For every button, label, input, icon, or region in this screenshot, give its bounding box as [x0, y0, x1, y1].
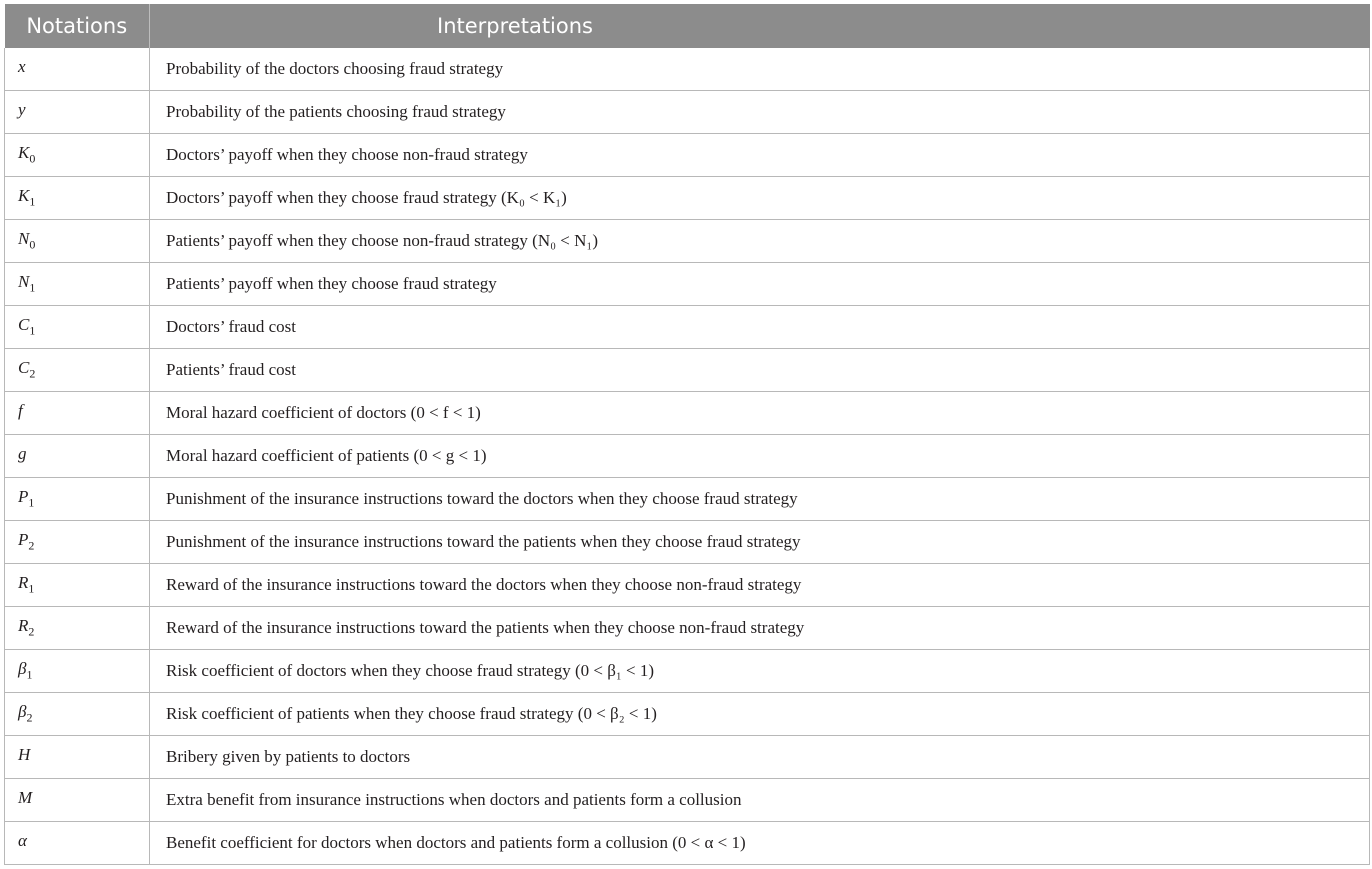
table-row: [5, 177, 1370, 220]
notation-symbol: C: [18, 315, 30, 335]
interpretation-cell: Bribery given by patients to doctors: [150, 736, 1370, 779]
table-header-row: [5, 4, 1370, 48]
notation-cell: [5, 306, 150, 349]
notation-subscript: 1: [29, 323, 36, 338]
notation-subscript: 2: [28, 624, 35, 639]
table-row: [5, 435, 1370, 478]
notation-cell: [5, 478, 150, 521]
interpretation-cell: Moral hazard coefficient of doctors (0 < f < 1): [150, 392, 1370, 435]
notation-symbol: P: [18, 530, 29, 550]
notation-symbol: α: [18, 831, 27, 851]
notation-cell: [5, 521, 150, 564]
column-header-notations: Notations: [5, 4, 150, 48]
notation-symbol: x: [18, 57, 26, 77]
notation-subscript: 0: [29, 151, 36, 166]
interpretation-cell: Reward of the insurance instructions toward the patients when they choose non-fraud strategy: [150, 607, 1370, 650]
notation-subscript: 2: [26, 710, 33, 725]
notation-symbol: M: [18, 788, 33, 808]
notation-cell: [5, 177, 150, 220]
notation-cell: [5, 392, 150, 435]
notation-symbol: H: [18, 745, 31, 765]
table-row: [5, 822, 1370, 865]
notation-symbol: f: [18, 401, 23, 421]
table-row: [5, 607, 1370, 650]
notation-symbol: β: [18, 659, 27, 679]
interpretation-cell: Benefit coefficient for doctors when doctors and patients form a collusion (0 < α < 1): [150, 822, 1370, 865]
notation-cell: [5, 779, 150, 822]
table-row: [5, 392, 1370, 435]
notation-subscript: 1: [29, 280, 36, 295]
interpretation-cell: Probability of the doctors choosing fraud strategy: [150, 48, 1370, 91]
table-row: [5, 349, 1370, 392]
interpretation-cell: Punishment of the insurance instructions toward the patients when they choose fraud strategy: [150, 521, 1370, 564]
notation-subscript: 0: [29, 237, 36, 252]
notation-subscript: 2: [29, 366, 36, 381]
table-row: [5, 220, 1370, 263]
interpretation-cell: Punishment of the insurance instructions toward the doctors when they choose fraud strategy: [150, 478, 1370, 521]
notation-cell: [5, 693, 150, 736]
interpretation-cell: Patients’ fraud cost: [150, 349, 1370, 392]
notation-symbol: y: [18, 100, 26, 120]
notation-cell: [5, 564, 150, 607]
table-row: [5, 693, 1370, 736]
notation-subscript: 1: [29, 194, 36, 209]
notation-symbol: K: [18, 143, 30, 163]
notation-table-container: [4, 4, 1369, 865]
interpretation-cell: Risk coefficient of doctors when they choose fraud strategy (0 < β₁ < 1): [150, 650, 1370, 693]
notation-symbol: P: [18, 487, 29, 507]
notation-cell: [5, 220, 150, 263]
notation-symbol: C: [18, 358, 30, 378]
notation-cell: [5, 607, 150, 650]
notation-cell: [5, 134, 150, 177]
table-row: [5, 263, 1370, 306]
table-row: [5, 779, 1370, 822]
interpretation-cell: Doctors’ fraud cost: [150, 306, 1370, 349]
table-row: [5, 478, 1370, 521]
notation-symbol: β: [18, 702, 27, 722]
notation-cell: [5, 736, 150, 779]
table-row: [5, 650, 1370, 693]
notation-cell: [5, 48, 150, 91]
notation-subscript: 2: [28, 538, 35, 553]
notation-subscript: 1: [28, 581, 35, 596]
interpretation-cell: Patients’ payoff when they choose fraud strategy: [150, 263, 1370, 306]
interpretation-cell: Reward of the insurance instructions toward the doctors when they choose non-fraud strategy: [150, 564, 1370, 607]
notation-table: [4, 4, 1370, 865]
interpretation-cell: Doctors’ payoff when they choose fraud strategy (K₀ < K₁): [150, 177, 1370, 220]
notation-cell: [5, 349, 150, 392]
interpretation-cell: Moral hazard coefficient of patients (0 < g < 1): [150, 435, 1370, 478]
interpretation-cell: Probability of the patients choosing fraud strategy: [150, 91, 1370, 134]
notation-subscript: 1: [28, 495, 35, 510]
notation-subscript: 1: [26, 667, 33, 682]
notation-cell: [5, 91, 150, 134]
column-header-interpretations: Interpretations: [150, 4, 1370, 48]
notation-symbol: R: [18, 573, 29, 593]
interpretation-cell: Extra benefit from insurance instructions when doctors and patients form a collusion: [150, 779, 1370, 822]
notation-cell: [5, 822, 150, 865]
interpretation-cell: Risk coefficient of patients when they choose fraud strategy (0 < β₂ < 1): [150, 693, 1370, 736]
notation-symbol: N: [18, 229, 30, 249]
table-row: [5, 91, 1370, 134]
table-row: [5, 48, 1370, 91]
table-row: [5, 564, 1370, 607]
notation-cell: [5, 263, 150, 306]
table-row: [5, 306, 1370, 349]
interpretation-cell: Patients’ payoff when they choose non-fraud strategy (N₀ < N₁): [150, 220, 1370, 263]
notation-cell: [5, 650, 150, 693]
table-row: [5, 736, 1370, 779]
table-row: [5, 134, 1370, 177]
notation-symbol: R: [18, 616, 29, 636]
notation-symbol: K: [18, 186, 30, 206]
table-row: [5, 521, 1370, 564]
notation-cell: [5, 435, 150, 478]
notation-symbol: g: [18, 444, 27, 464]
interpretation-cell: Doctors’ payoff when they choose non-fraud strategy: [150, 134, 1370, 177]
notation-symbol: N: [18, 272, 30, 292]
table-body: [5, 48, 1370, 865]
